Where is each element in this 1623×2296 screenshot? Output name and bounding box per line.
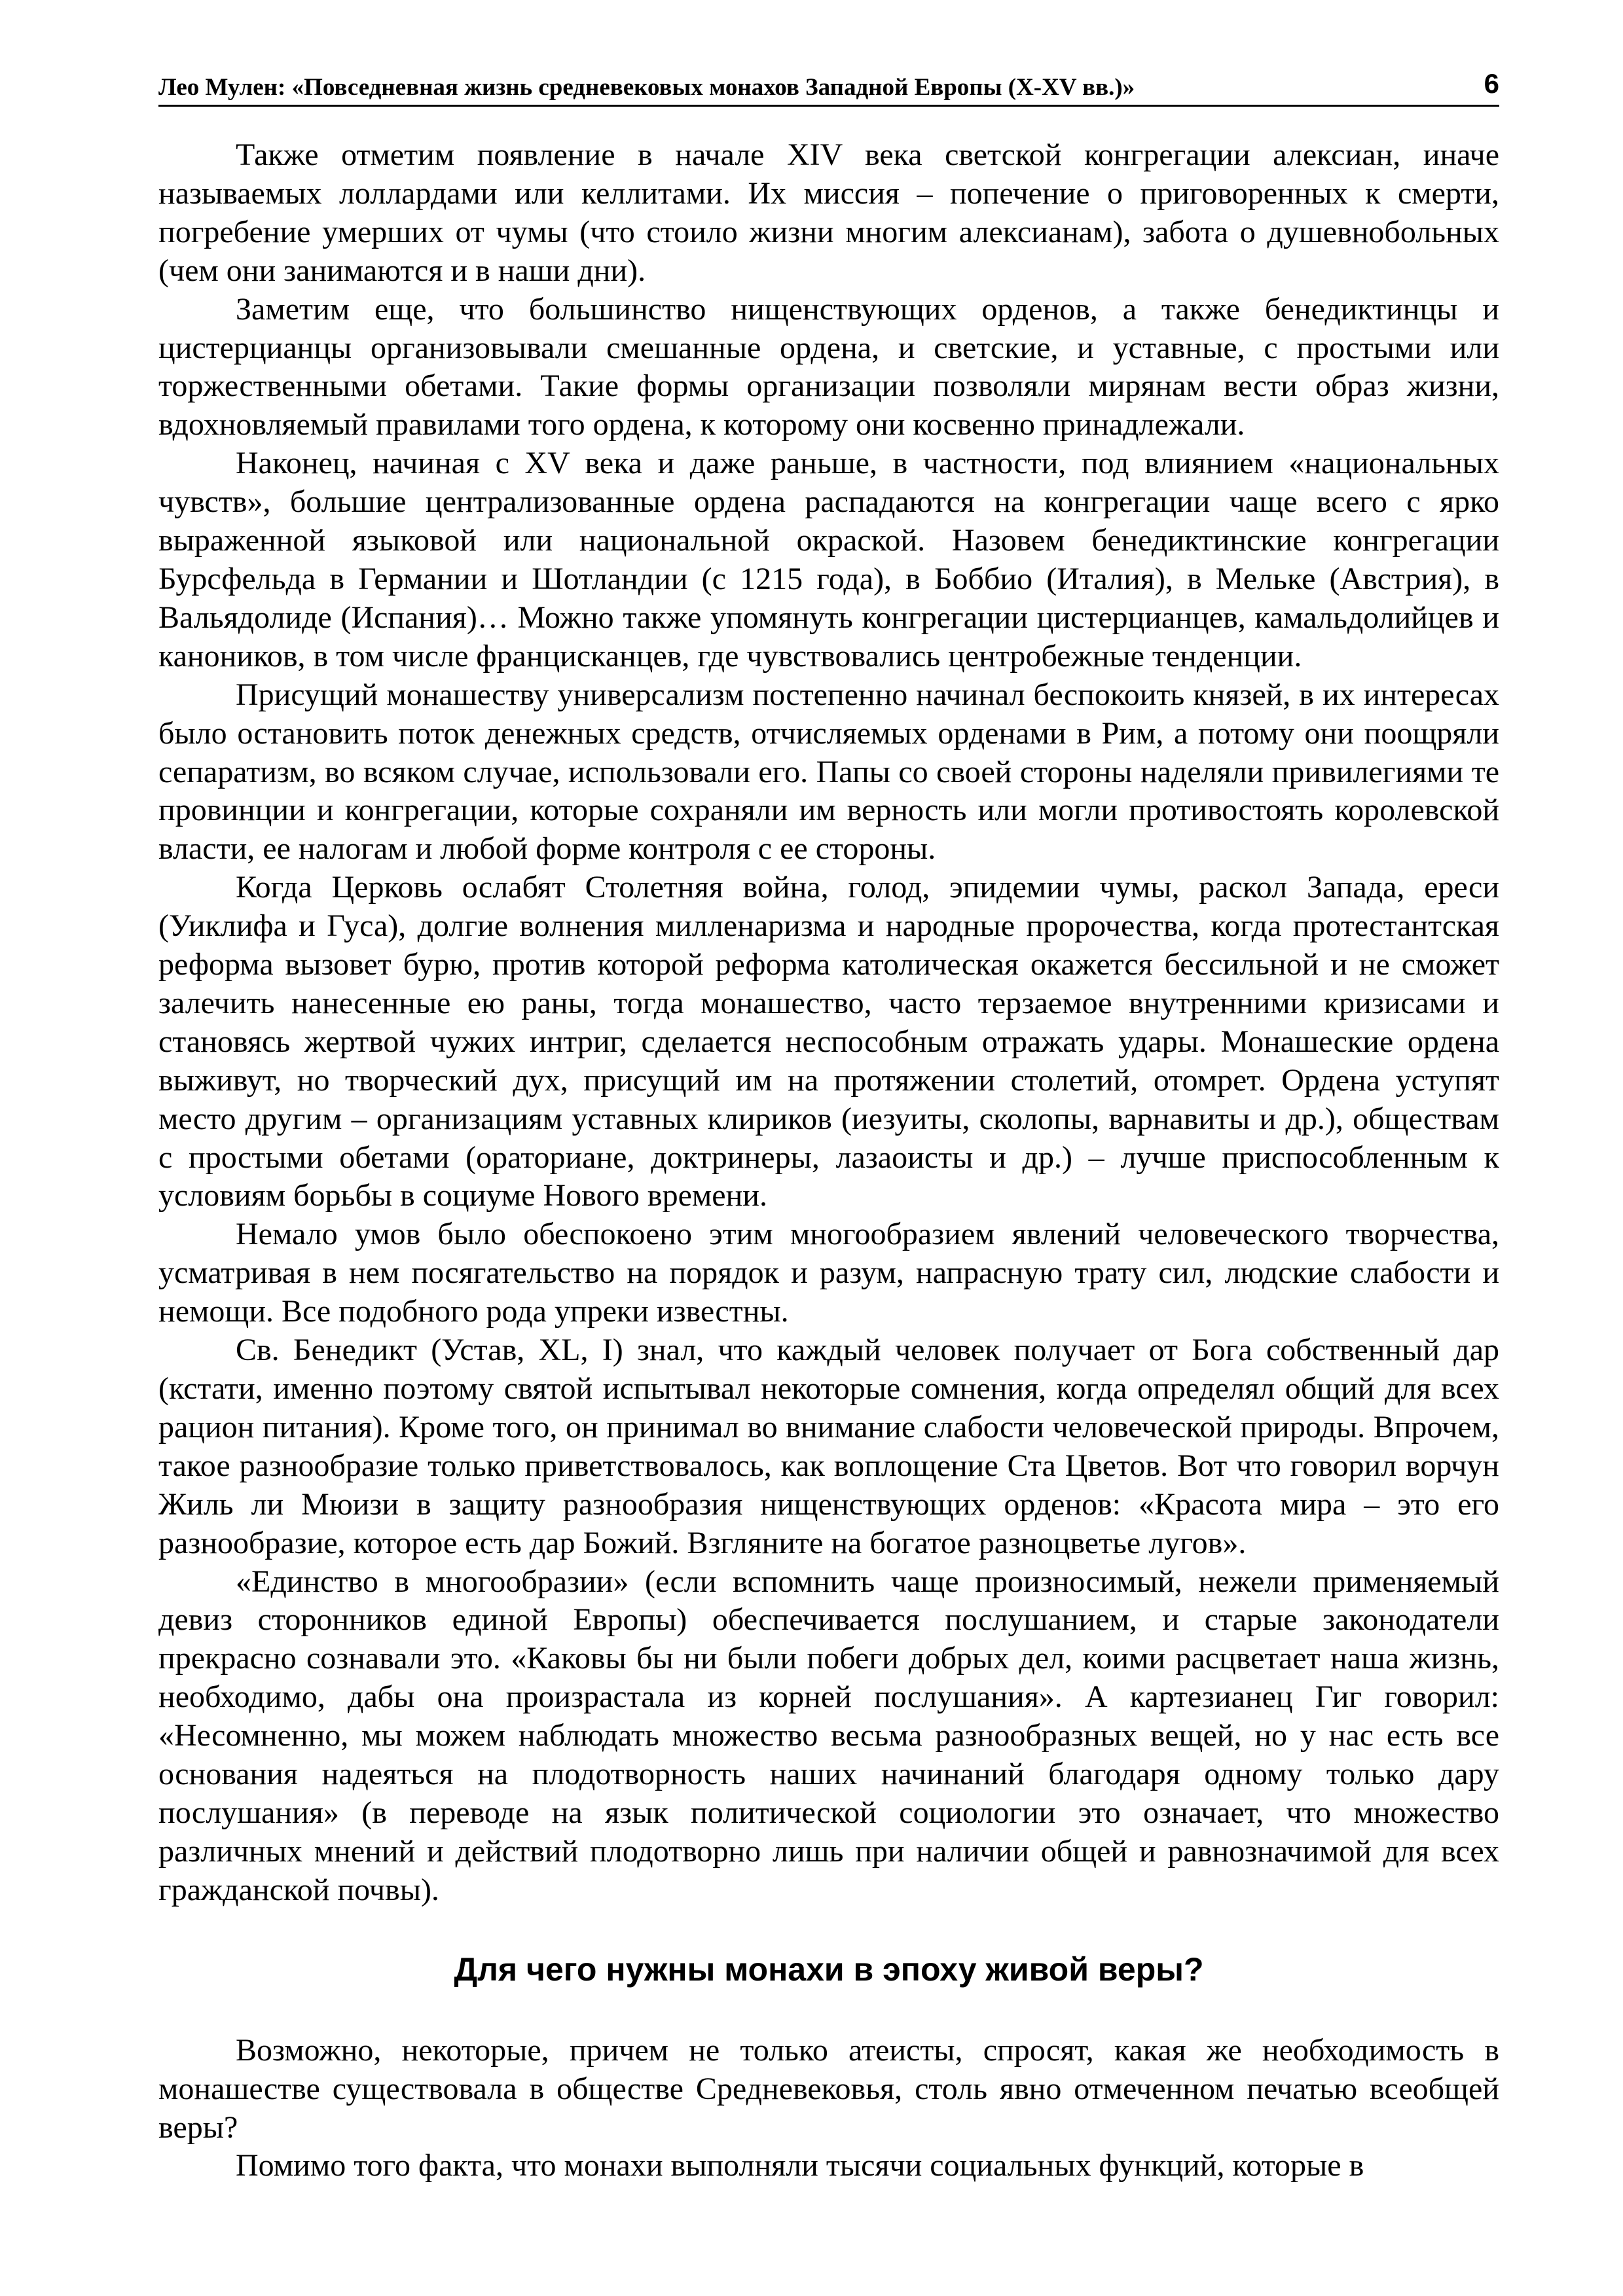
paragraph: Немало умов было обеспокоено этим многообразием явлений человеческого творчества, усматривая в нем посягательство на порядок и разум, напрасную трату сил, людские слабости и немощи. Все подобного рода упреки известны. — [158, 1217, 1499, 1329]
paragraph: Возможно, некоторые, причем не только атеисты, спросят, какая же необходимость в монашестве существовала в обществе Средневековья, столь явно отмеченном печатью всеобщей веры? — [158, 2032, 1499, 2145]
paragraph: Помимо того факта, что монахи выполняли тысячи социальных функций, которые в — [236, 2148, 1364, 2183]
page-number: 6 — [1484, 68, 1499, 99]
paragraph: Св. Бенедикт (Устав, XL, I) знал, что каждый человек получает от Бога собственный дар (кстати, именно поэтому святой испытывал некоторые сомнения, когда определял общий для всех рацион питания). Кроме того, он принимал во внимание слабости человеческой природы. Впрочем, такое разнообразие только приветствовалось, как воплощение Ста Цветов. Вот что говорил ворчун Жиль ли Мюизи в защиту разнообразия нищенствующих орденов: «Красота мира – это его разнообразие, которое есть дар Божий. Взгляните на богатое разноцветье лугов». — [158, 1333, 1499, 1560]
paragraph: Присущий монашеству универсализм постепенно начинал беспокоить князей, в их интересах было остановить поток денежных средств, отчисляемых орденами в Рим, а потому они поощряли сепаратизм, во всяком случае, использовали его. Папы со своей стороны наделяли привилегиями те провинции и конгрегации, которые сохраняли им верность или могли противостоять королевской власти, ее налогам и любой форме контроля с ее стороны. — [158, 677, 1499, 867]
section-heading: Для чего нужны монахи в эпоху живой веры? — [454, 1950, 1204, 1988]
paragraph: Также отметим появление в начале XIV века светской конгрегации алексиан, иначе называемых лоллардами или келлитами. Их миссия – попечение о приговоренных к смерти, погребение умерших от чумы (что стоило жизни многим алексианам), забота о душевнобольных (чем они занимаются и в наши дни). — [158, 137, 1499, 288]
running-header — [158, 64, 1499, 107]
paragraph: Наконец, начиная с XV века и даже раньше, в частности, под влиянием «национальных чувств», большие централизованные ордена распадаются на конгрегации чаще всего с ярко выраженной языковой или национальной окраской. Назовем бенедиктинские конгрегации Бурсфельда в Германии и Шотландии (с 1215 года), в Боббио (Италия), в Мельке (Австрия), в Вальядолиде (Испания)… Можно также упомянуть конгрегации цистерцианцев, камальдолийцев и каноников, в том числе францисканцев, где чувствовались центробежные тенденции. — [158, 446, 1499, 673]
body-text — [158, 136, 1499, 2185]
paragraph: «Единство в многообразии» (если вспомнить чаще произносимый, нежели применяемый девиз сторонников единой Европы) обеспечивается послушанием, и старые законодатели прекрасно сознавали это. «Каковы бы ни были побеги добрых дел, коими расцветает наша жизнь, необходимо, дабы она произрастала из корней послушания». А картезианец Гиг говорил: «Несомненно, мы можем наблюдать множество весьма разнообразных вещей, но у нас есть все основания надеяться на плодотворность наших начинаний благодаря одному только дару послушания» (в переводе на язык политической социологии это означает, что множество различных мнений и действий плодотворно лишь при наличии общей и равнозначимой для всех гражданской почвы). — [158, 1564, 1499, 1907]
running-title: Лео Мулен: «Повседневная жизнь средневековых монахов Западной Европы (X-XV вв.)» — [158, 74, 1135, 101]
paragraph: Заметим еще, что большинство нищенствующих орденов, а также бенедиктинцы и цистерцианцы организовывали смешанные ордена, и светские, и уставные, с простыми или торжественными обетами. Такие формы организации позволяли мирянам вести образ жизни, вдохновляемый правилами того ордена, к которому они косвенно принадлежали. — [158, 291, 1499, 442]
paragraph: Когда Церковь ослабят Столетняя война, голод, эпидемии чумы, раскол Запада, ереси (Уиклифа и Гуса), долгие волнения милленаризма и народные пророчества, когда протестантская реформа вызовет бурю, против которой реформа католическая окажется бессильной и не сможет залечить нанесенные ею раны, тогда монашество, часто терзаемое внутренними кризисами и становясь жертвой чужих интриг, сделается неспособным отражать удары. Монашеские ордена выживут, но творческий дух, присущий им на протяжении столетий, отомрет. Ордена уступят место другим – организациям уставных клириков (иезуиты, сколопы, варнавиты и др.), обществам с простыми обетами (ораториане, доктринеры, лазаоисты и др.) – лучше приспособленным к условиям борьбы в социуме Нового времени. — [158, 870, 1499, 1213]
